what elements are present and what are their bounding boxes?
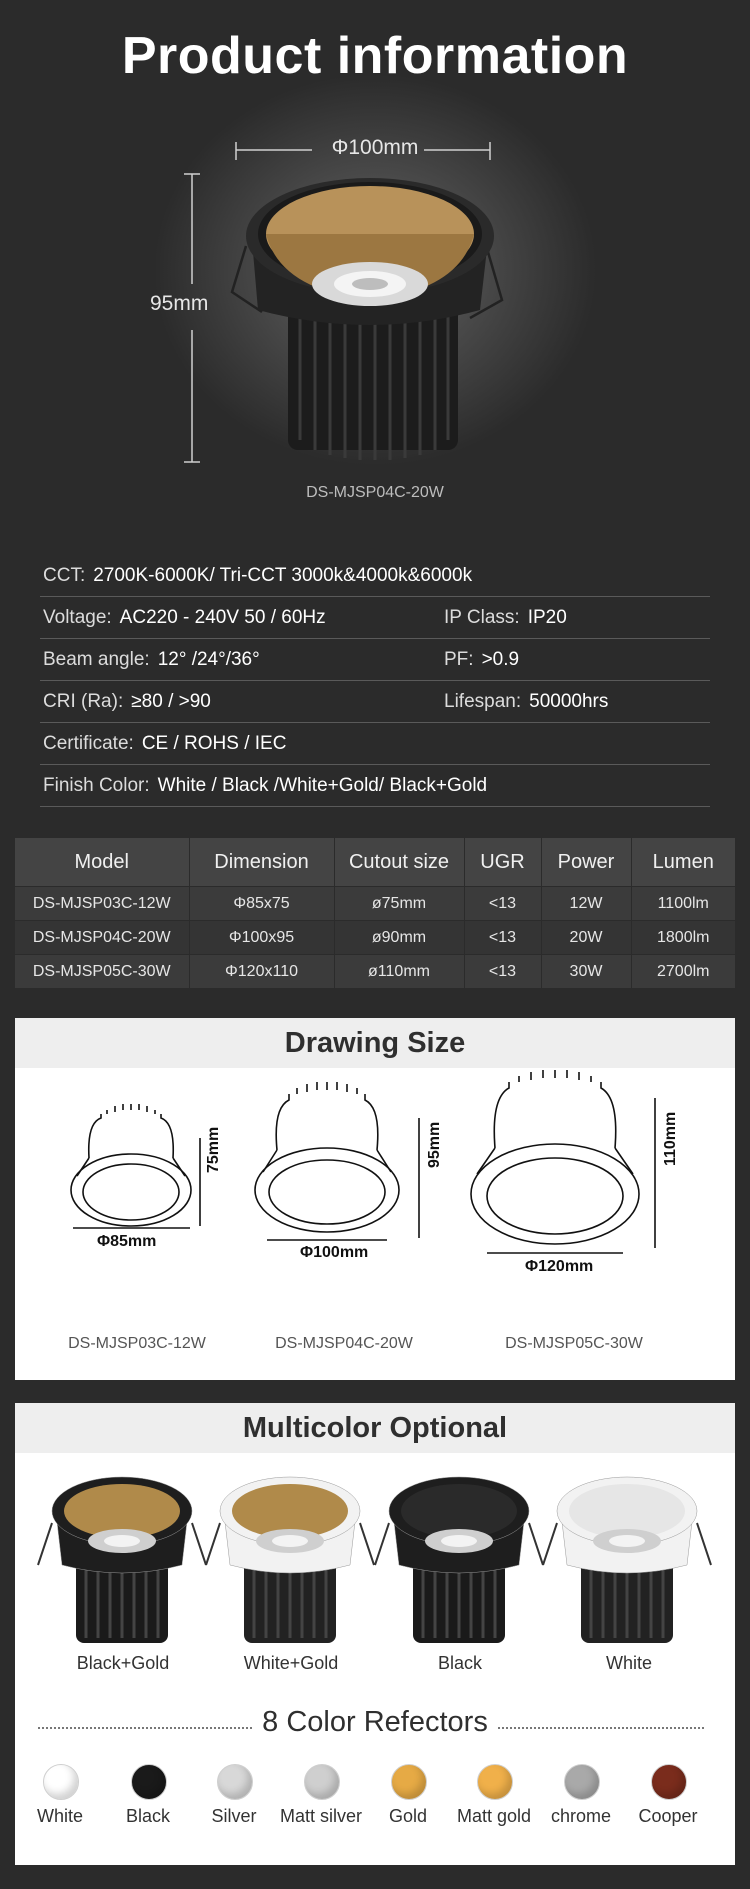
table-cell: <13 [464, 955, 541, 989]
table-cell: 2700lm [631, 955, 735, 989]
drawing-model-label: DS-MJSP04C-20W [275, 1335, 413, 1352]
model-table [15, 838, 735, 988]
table-header-row [15, 838, 735, 887]
refector-heading [15, 1706, 735, 1739]
table-row [15, 955, 735, 989]
table-cell: DS-MJSP03C-12W [15, 887, 189, 921]
table-cell: <13 [464, 921, 541, 955]
color-option-image [38, 1477, 206, 1643]
color-option-label: White [605, 1653, 652, 1673]
column-header: Model [15, 838, 189, 887]
table-cell: Φ120x110 [189, 955, 334, 989]
spec-row [40, 765, 710, 807]
color-option-label: Black+Gold [76, 1653, 170, 1673]
spec-label: Voltage: [43, 607, 112, 628]
spec-value: 12° /24°/36° [157, 649, 260, 670]
hero-diameter-label: Φ100mm [331, 136, 419, 159]
drawing-size-card [15, 1018, 735, 1380]
refector-swatch-label: Silver [211, 1806, 257, 1826]
drawing-diameter-label: Φ85mm [97, 1233, 157, 1250]
refector-swatch-label: Matt silver [279, 1806, 362, 1826]
table-cell: ø90mm [334, 921, 464, 955]
color-option-label: Black [437, 1653, 482, 1673]
column-header: Dimension [189, 838, 334, 887]
drawing-04c [255, 1082, 419, 1240]
refector-swatch [477, 1764, 513, 1800]
table-row [15, 921, 735, 955]
refector-swatch-label: Matt gold [456, 1806, 532, 1826]
refector-swatch-label: chrome [550, 1806, 612, 1826]
table-cell: DS-MJSP04C-20W [15, 921, 189, 955]
column-header: UGR [464, 838, 541, 887]
spec-value: ≥80 / >90 [131, 691, 211, 712]
downlight-product-image [0, 0, 750, 520]
refector-swatch-label: Black [125, 1806, 170, 1826]
drawing-height-label: 95mm [426, 1121, 443, 1168]
column-header: Cutout size [334, 838, 464, 887]
drawing-model-label: DS-MJSP03C-12W [68, 1335, 206, 1352]
table-cell: DS-MJSP05C-30W [15, 955, 189, 989]
spec-value: White / Black /White+Gold/ Black+Gold [157, 775, 488, 796]
table-cell: ø110mm [334, 955, 464, 989]
table-cell: 1100lm [631, 887, 735, 921]
spec-value: >0.9 [481, 649, 520, 670]
table-cell: Φ100x95 [189, 921, 334, 955]
spec-value: 2700K-6000K/ Tri-CCT 3000k&4000k&6000k [93, 565, 473, 586]
spec-value: IP20 [527, 607, 567, 628]
refector-swatch [131, 1764, 167, 1800]
table-cell: Φ85x75 [189, 887, 334, 921]
drawing-height-label: 110mm [662, 1111, 679, 1166]
spec-row [40, 681, 710, 723]
refector-swatch-label: Gold [388, 1806, 428, 1826]
drawing-model-label: DS-MJSP05C-30W [505, 1335, 643, 1352]
spec-value: 50000hrs [529, 691, 609, 712]
refector-swatch [43, 1764, 79, 1800]
refector-swatch [217, 1764, 253, 1800]
drawing-size-title: Drawing Size [15, 1018, 735, 1068]
refector-swatch [304, 1764, 340, 1800]
table-cell: 12W [541, 887, 631, 921]
spec-value: AC220 - 240V 50 / 60Hz [119, 607, 326, 628]
table-cell: 30W [541, 955, 631, 989]
table-cell: 1800lm [631, 921, 735, 955]
spec-row [40, 597, 710, 639]
hero-height-label: 95mm [150, 292, 209, 315]
refector-swatch-label: White [36, 1806, 83, 1826]
drawing-height-label: 75mm [205, 1126, 222, 1173]
spec-label: Certificate: [43, 733, 134, 754]
color-options-images [15, 1453, 735, 1653]
color-option-image [543, 1477, 711, 1643]
spec-value: CE / ROHS / IEC [141, 733, 287, 754]
hero-model-label: DS-MJSP04C-20W [306, 484, 444, 501]
color-option-image [375, 1477, 543, 1643]
spec-label: CRI (Ra): [43, 691, 124, 712]
spec-label: CCT: [43, 565, 86, 586]
spec-label: Finish Color: [43, 775, 150, 796]
multicolor-title: Multicolor Optional [15, 1403, 735, 1453]
spec-list [40, 555, 710, 807]
drawing-03c [71, 1104, 200, 1228]
drawing-diameter-label: Φ120mm [525, 1258, 594, 1275]
drawing-diagrams [15, 1068, 735, 1380]
column-header: Power [541, 838, 631, 887]
column-header: Lumen [631, 838, 735, 887]
refector-title: 8 Color Refectors [252, 1706, 498, 1739]
table-cell: 20W [541, 921, 631, 955]
spec-label: PF: [444, 649, 474, 670]
table-cell: <13 [464, 887, 541, 921]
drawing-diameter-label: Φ100mm [300, 1244, 369, 1261]
spec-label: IP Class: [444, 607, 520, 628]
color-option-label: White+Gold [243, 1653, 339, 1673]
multicolor-card [15, 1403, 735, 1865]
refector-swatch [391, 1764, 427, 1800]
color-option-image [206, 1477, 374, 1643]
spec-label: Lifespan: [444, 691, 522, 712]
refector-swatch-label: Cooper [638, 1806, 698, 1826]
refector-swatch [564, 1764, 600, 1800]
hero-section [0, 0, 750, 520]
spec-row [40, 723, 710, 765]
spec-row [40, 555, 710, 597]
table-cell: ø75mm [334, 887, 464, 921]
spec-row [40, 639, 710, 681]
drawing-05c [471, 1070, 655, 1253]
table-row [15, 887, 735, 921]
spec-label: Beam angle: [43, 649, 150, 670]
refector-swatch [651, 1764, 687, 1800]
page-title: Product information [121, 27, 629, 85]
